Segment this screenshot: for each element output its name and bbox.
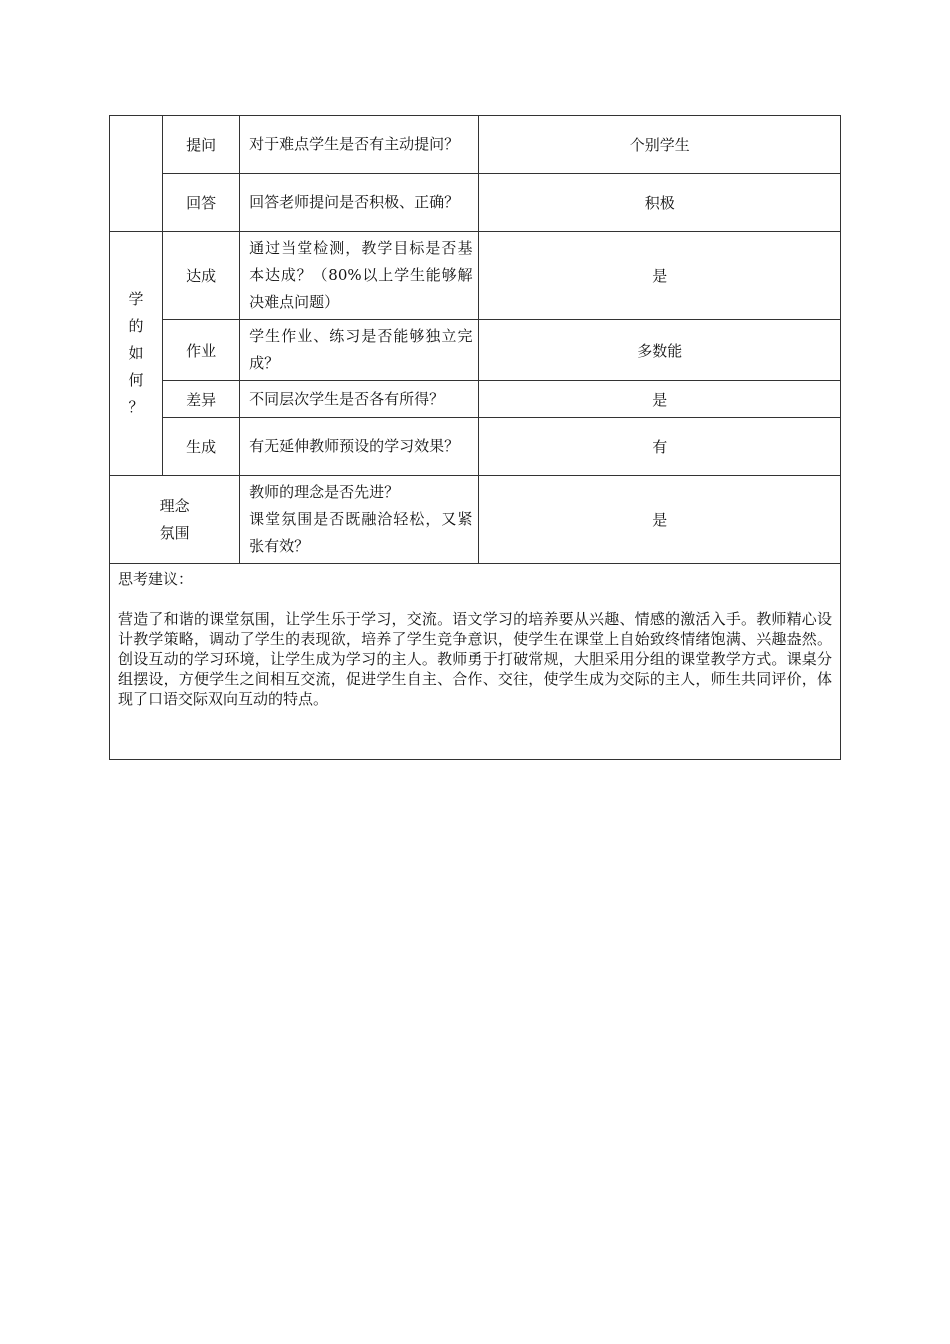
table-row [110,116,841,174]
group-label-char: 何 [128,371,144,389]
group-label-char: 的 [128,317,144,335]
group-label-learning [110,232,163,476]
evaluation-result: 积极 [479,174,841,232]
suggestions-heading: 思考建议： [118,570,194,588]
criterion-question: 通过当堂检测，教学目标是否基本达成？（80%以上学生能够解决难点问题） [240,232,479,320]
table-row [110,232,841,320]
criterion-question: 回答老师提问是否积极、正确？ [240,174,479,232]
evaluation-sheet [109,115,841,760]
evaluation-result: 有 [479,418,841,476]
criterion-question: 对于难点学生是否有主动提问？ [240,116,479,174]
group-label-line: 理念 [159,496,190,515]
group-label-continued [110,116,163,232]
evaluation-result: 多数能 [479,320,841,381]
suggestions-cell [110,564,841,760]
evaluation-result: 是 [479,476,841,564]
group-label-char: ？ [128,398,144,416]
item-label: 作业 [163,320,240,381]
table-row [110,476,841,564]
item-label: 达成 [163,232,240,320]
criterion-question: 不同层次学生是否各有所得？ [240,381,479,418]
criterion-question: 有无延伸教师预设的学习效果？ [240,418,479,476]
group-label-char: 如 [128,344,144,362]
criterion-question [240,476,479,564]
item-label: 差异 [163,381,240,418]
item-label: 提问 [163,116,240,174]
item-label: 回答 [163,174,240,232]
group-label-char: 学 [128,290,144,308]
group-label-line: 氛围 [159,523,190,542]
table-row [110,320,841,381]
table-row [110,564,841,760]
criterion-question-line: 教师的理念是否先进？ [249,483,400,501]
table-row [110,418,841,476]
item-label: 生成 [163,418,240,476]
criterion-question-line: 课堂氛围是否既融洽轻松，又紧张有效？ [249,510,473,555]
table-row [110,174,841,232]
evaluation-result: 是 [479,232,841,320]
criterion-question: 学生作业、练习是否能够独立完成？ [240,320,479,381]
table-row [110,381,841,418]
evaluation-result: 个别学生 [479,116,841,174]
suggestions-body: 营造了和谐的课堂氛围，让学生乐于学习，交流。语文学习的培养要从兴趣、情感的激活入手。教师精心设计教学策略，调动了学生的表现欲，培养了学生竞争意识，使学生在课堂上自始致终情绪饱满、兴趣盎然。创设互动的学习环境，让学生成为学习的主人。教师勇于打破常规，大胆采用分组的课堂教学方式。课桌分组摆设，方便学生之间相互交流，促进学生自主、合作、交往，使学生成为交际的主人，师生共同评价，体现了口语交际双向互动的特点。 [118,610,832,708]
evaluation-table [109,115,841,760]
evaluation-result: 是 [479,381,841,418]
group-label-concept [110,476,240,564]
